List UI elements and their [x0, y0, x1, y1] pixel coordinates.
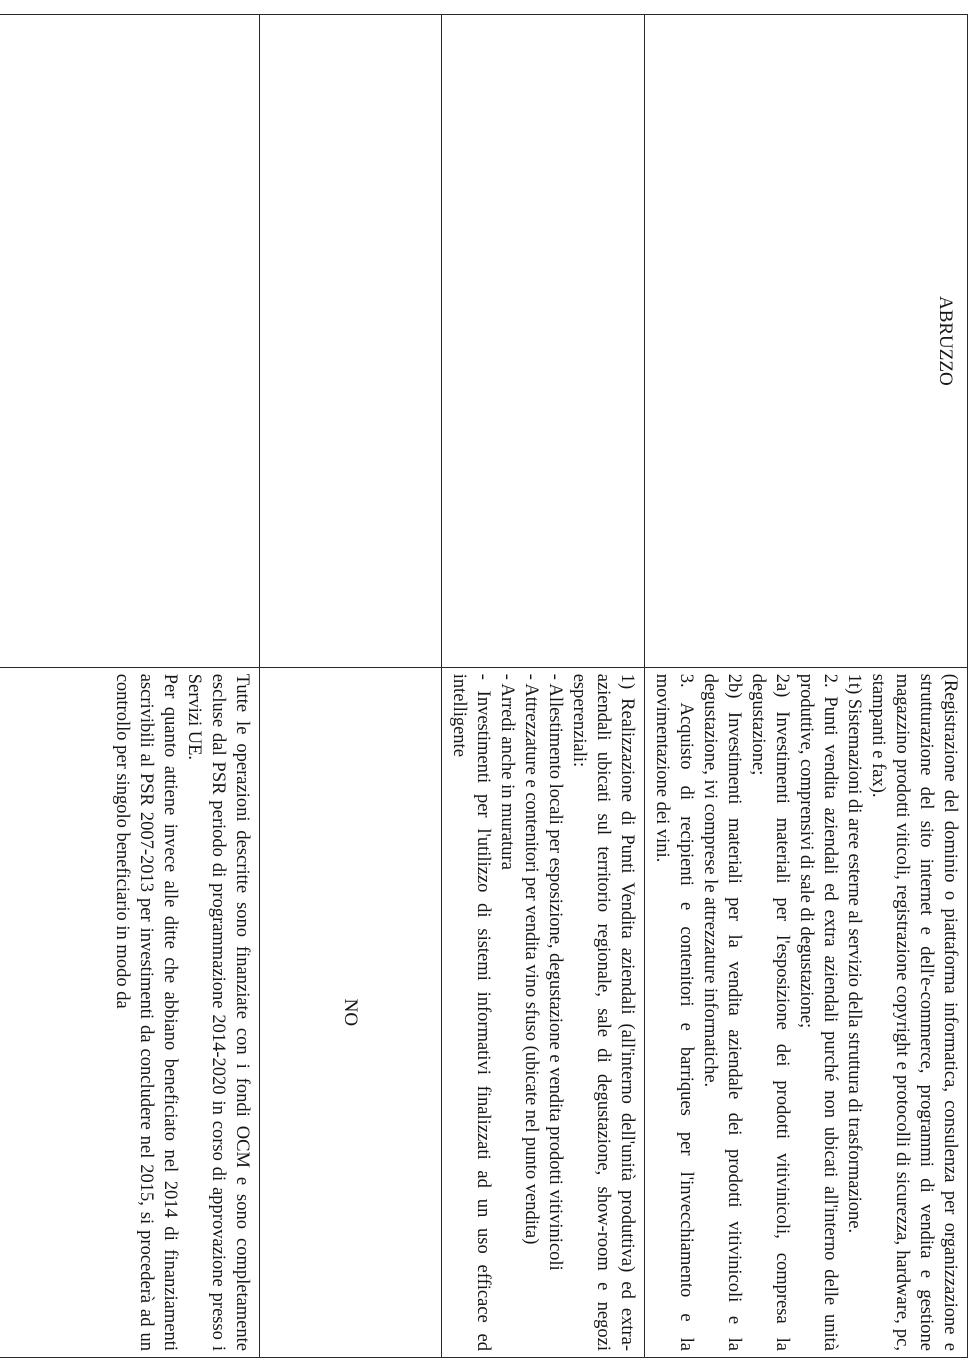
table-row	[260, 15, 442, 1358]
table-row	[0, 15, 260, 1358]
region-name: ABRUZZO	[935, 295, 956, 386]
notes-paragraph: Tutte le operazioni descritte sono finanziate con i fondi OCM e sono completamente escluse dal PSR periodo di programmazione 2014-2020 in corso di approvazione presso i Servizi UE.	[184, 673, 252, 1351]
row-c-paragraph: 1) Realizzazione di Punti Vendita aziendali (all'interno dell'unità produttiva) ed extra- aziendali ubicati sul territorio regionale, sale di degustazione, show-room e negozi esperenziali:	[569, 673, 637, 1351]
answer-text: NO	[340, 998, 362, 1027]
region-cell	[645, 15, 968, 668]
empty-cell	[0, 15, 260, 668]
row-b-paragraph: 2a) Investimenti materiali per l'esposizione dei prodotti vitivinicoli, compresa la degustazione;	[748, 673, 792, 1351]
row-b-paragraph: 2. Punti vendita aziendali ed extra aziendali purché non ubicati all'interno delle unità produttive, comprensivi di sale di degustazione;	[796, 673, 840, 1351]
row-b-paragraph: 2b) Investimenti materiali per la vendita aziendale dei prodotti vitivinicoli e la degustazione, ivi comprese le attrezzature informatiche.	[700, 673, 744, 1351]
answer-cell	[260, 667, 442, 1357]
row-b-paragraph: 3. Acquisto di recipienti e contenitori e barriques per l'invecchiamento e la movimentazione dei vini.	[652, 673, 696, 1351]
empty-cell	[260, 15, 442, 668]
table-row	[442, 15, 645, 1358]
table-row	[645, 15, 968, 1358]
row-c-text-cell	[442, 667, 645, 1357]
empty-cell	[442, 15, 645, 668]
row-b-paragraph: 1t) Sistemazioni di aree esterne al servizio della struttura di trasformazione.	[844, 673, 864, 1234]
row-c-paragraph: - Attrezzature e contenitori per vendita vino sfuso (ubicate nel punto vendita)	[521, 673, 541, 1245]
row-c-paragraph: - Investimenti per l'utilizzo di sistemi informativi finalizzati ad un uso efficace ed intelligente	[449, 673, 493, 1351]
row-c-paragraph: - Arredi anche in muratura	[497, 673, 517, 870]
row-b-paragraph: (Registrazione del dominio o piattaforma informatica, consulenza per organizzazione e strutturazione del sito internet e dell'e-commerce, programmi di vendita e gestione magazzino prodotti viticoli, registrazione copyright e protocolli di sicurezza, hardware, pc, stampanti e fax).	[868, 673, 960, 1351]
row-b-text-cell	[645, 667, 968, 1357]
notes-paragraph: Per quanto attiene invece alle ditte che abbiano beneficiato nel 2014 di finanziamenti ascrivibili al PSR 2007-2013 per investimenti da concludere nel 2015, si procederà ad un controllo per singolo beneficiario in modo da	[112, 673, 180, 1351]
row-c-paragraph: - Allestimento locali per esposizione, degustazione e vendita prodotti vitivinicoli	[545, 673, 565, 1271]
measures-table	[0, 14, 968, 1358]
notes-cell	[0, 667, 260, 1357]
